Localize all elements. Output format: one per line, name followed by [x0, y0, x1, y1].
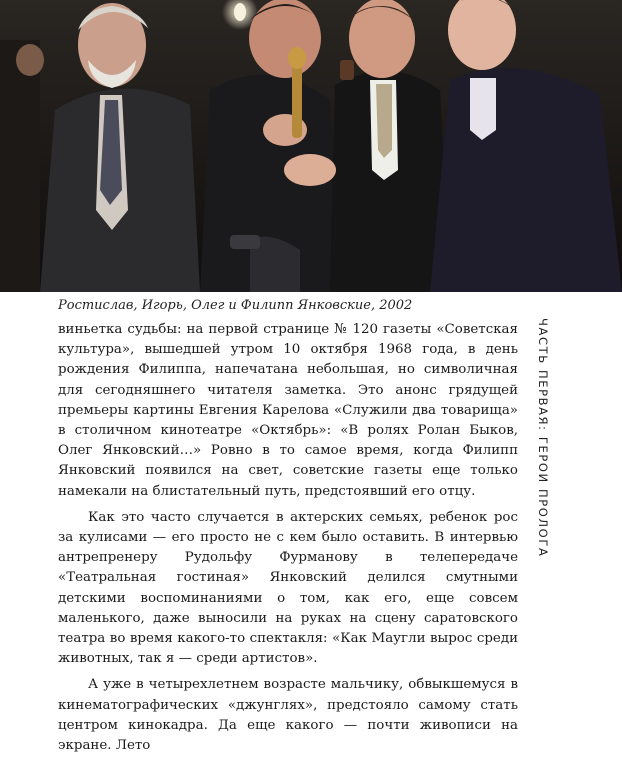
paragraph: Как это часто случается в актерских семьях, ребенок рос за кулисами — его просто не с кем было оставить. В интервью антрепренеру Рудольфу Фурманову в телепередаче «Театральная гостиная» Янковский делился смутными детскими воспоминаниями о том, как его, еще совсем маленького, даже выносили на руках на сцену саратовского театра во время какого-то спектакля: «Как Маугли вырос среди животных, так я — среди артистов».	[58, 509, 518, 667]
photo-caption: Ростислав, Игорь, Олег и Филипп Янковские, 2002	[58, 298, 413, 313]
paragraph: виньетка судьбы: на первой странице № 120 газеты «Советская культура», вышедшей утром 10 октября 1968 года, в день рождения Филиппа, напечатана небольшая, но символичная для сегодняшнего читателя заметка. Это анонс грядущей премьеры картины Евгения Карелова «Служили два товарища» в столичном кинотеатре «Октябрь»: «В ролях Ролан Быков, Олег Янковский…» Ровно в то самое время, когда Филипп Янковский появился на свет, советские газеты еще только намекали на блистательный путь, предстоявший его отцу.	[58, 322, 518, 499]
paragraph: А уже в четырехлетнем возрасте мальчику, обвыкшемуся в кинематографических «джунглях», предстояло самому стать центром кинокадра. Да еще какого — почти живописи на экране. Лето	[58, 677, 518, 754]
body-text	[58, 320, 518, 762]
running-head: ЧАСТЬ ПЕРВАЯ: ГЕРОИ ПРОЛОГА	[536, 318, 550, 558]
group-photo-image	[0, 0, 622, 292]
photo	[0, 0, 622, 292]
